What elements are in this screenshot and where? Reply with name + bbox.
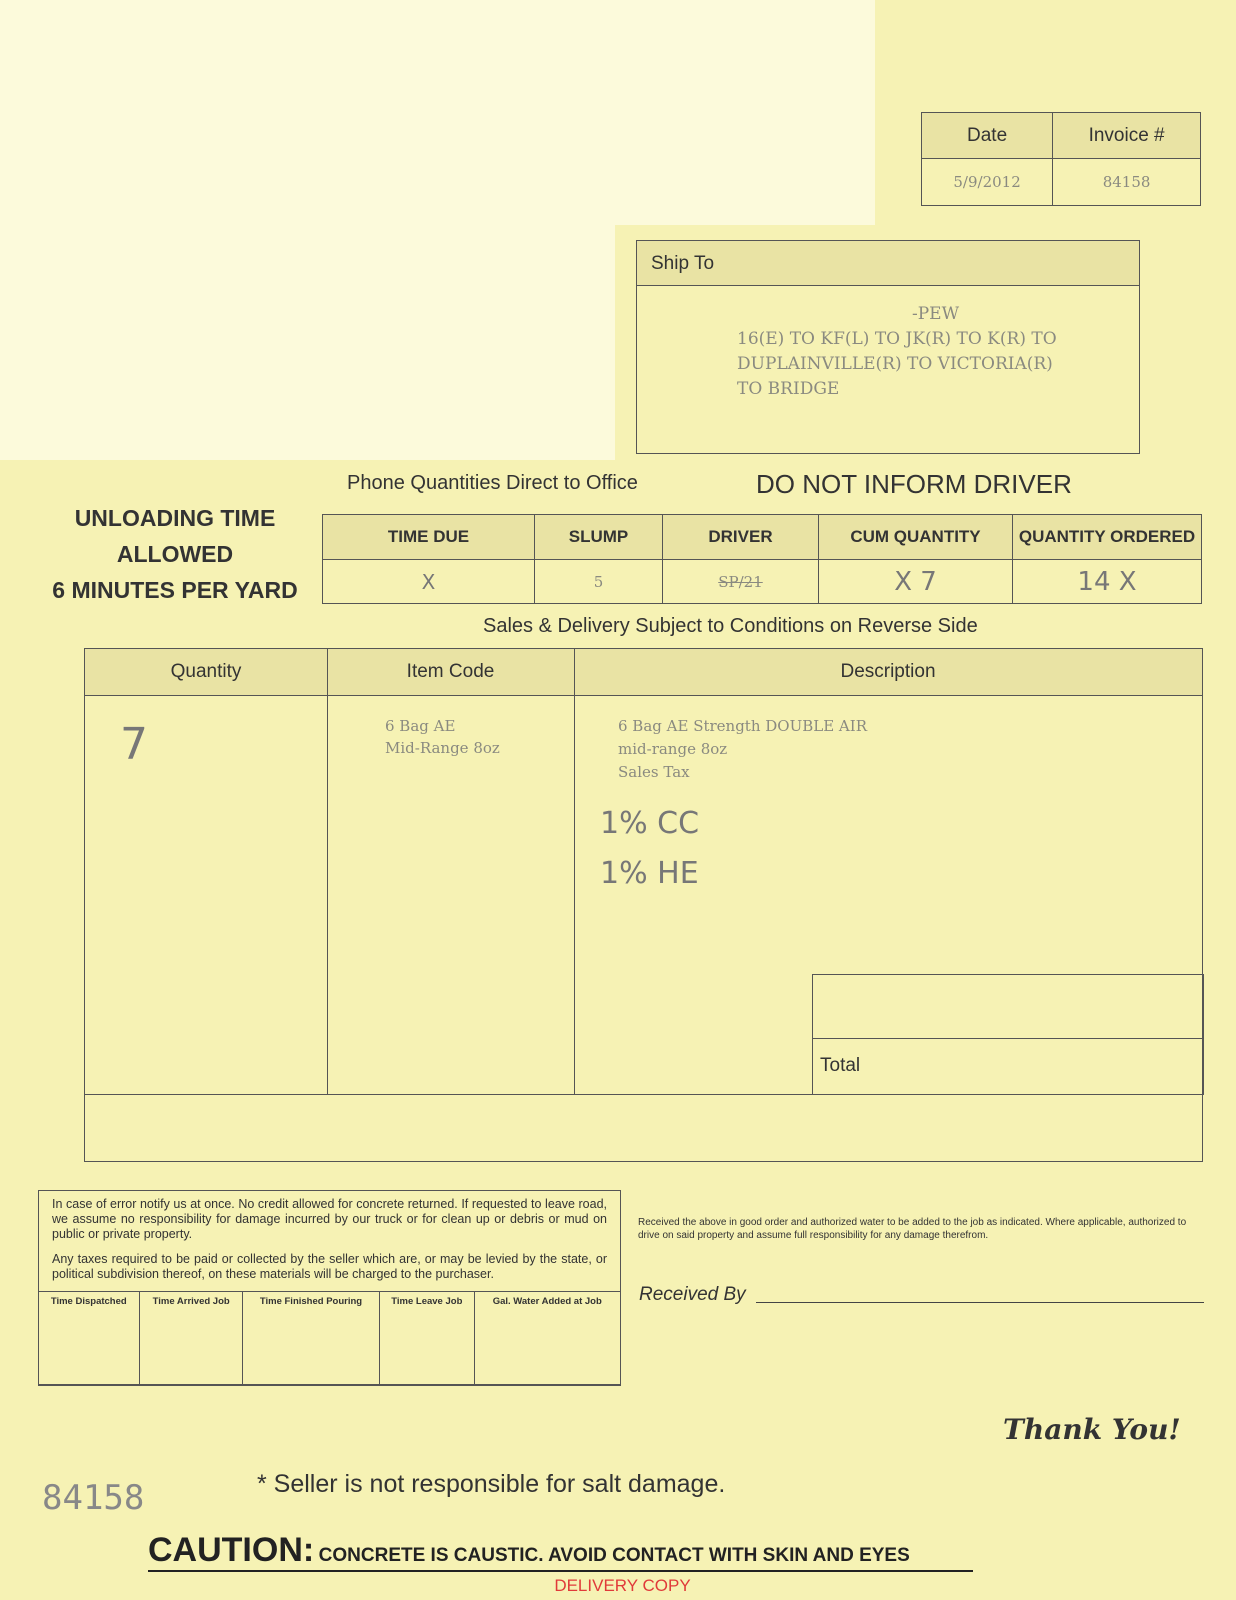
redacted-area [0,0,875,225]
phone-notice: Phone Quantities Direct to Office [347,472,638,494]
items-box [84,648,1203,1162]
quantity-value: 7 [120,719,148,770]
invoice-label: Invoice # [1053,113,1201,159]
redacted-area [0,220,615,460]
item-description: 6 Bag AE Strength DOUBLE AIR mid-range 8oz Sales Tax [618,717,867,781]
invoice-value: 84158 [1053,159,1201,206]
item-code: 6 Bag AE Mid-Range 8oz [385,717,500,757]
total-box [812,974,1204,1095]
received-by-label: Received By [639,1284,746,1305]
thank-you: Thank You! [1003,1413,1181,1446]
salt-notice: * Seller is not responsible for salt damage. [257,1470,726,1498]
terms-box: In case of error notify us at once. No credit allowed for concrete returned. If requested to leave road, we assume no responsibility for damage incurred by our truck or for clean up or debris or mud on public or private property. Any taxes required to be paid or collected by the seller which are, or may be levied by the state, or political subdivision thereof, on these materials will be charged to the purchaser. Time Dispatched Time Arrived Job Time Finished Pouring Time Leave Job Gal. Water Added at Job [38,1190,621,1386]
receipt-text: Received the above in good order and authorized water to be added to the job as indicated. Where applicable, authorized to drive on said property and assume full responsibility for any damage therefrom. [638,1217,1187,1241]
caution-notice: CAUTION: CONCRETE IS CAUSTIC. AVOID CONTACT WITH SKIN AND EYES [148,1531,973,1572]
date-label: Date [922,113,1053,159]
delivery-table: TIME DUE SLUMP DRIVER CUM QUANTITY QUANTITY ORDERED X 5 SP/21 X 7 14 X [322,514,1202,604]
ship-to-label: Ship To [637,241,1139,286]
conditions-notice: Sales & Delivery Subject to Conditions on Reverse Side [483,615,978,637]
times-table: Time Dispatched Time Arrived Job Time Finished Pouring Time Leave Job Gal. Water Added at Job [38,1291,621,1385]
received-by-line[interactable] [756,1302,1204,1303]
total-label: Total [820,1055,861,1076]
ship-to-address: -PEW 16(E) TO KF(L) TO JK(R) TO K(R) TO DUPLAINVILLE(R) TO VICTORIA(R) TO BRIDGE [737,304,1057,399]
item-code-header: Item Code [406,661,495,682]
quantity-header: Quantity [170,661,242,682]
ticket-number: 84158 [42,1478,145,1518]
date-value: 5/9/2012 [922,159,1053,206]
description-header: Description [840,661,936,682]
handwritten-notes: 1% CC 1% HE [600,806,700,891]
delivery-copy-label: DELIVERY COPY [554,1576,691,1595]
date-invoice-table [921,112,1201,206]
ship-to-box [636,240,1140,454]
do-not-inform-notice: DO NOT INFORM DRIVER [756,469,1072,499]
unloading-notice: UNLOADING TIME ALLOWED 6 MINUTES PER YARD [52,505,298,603]
